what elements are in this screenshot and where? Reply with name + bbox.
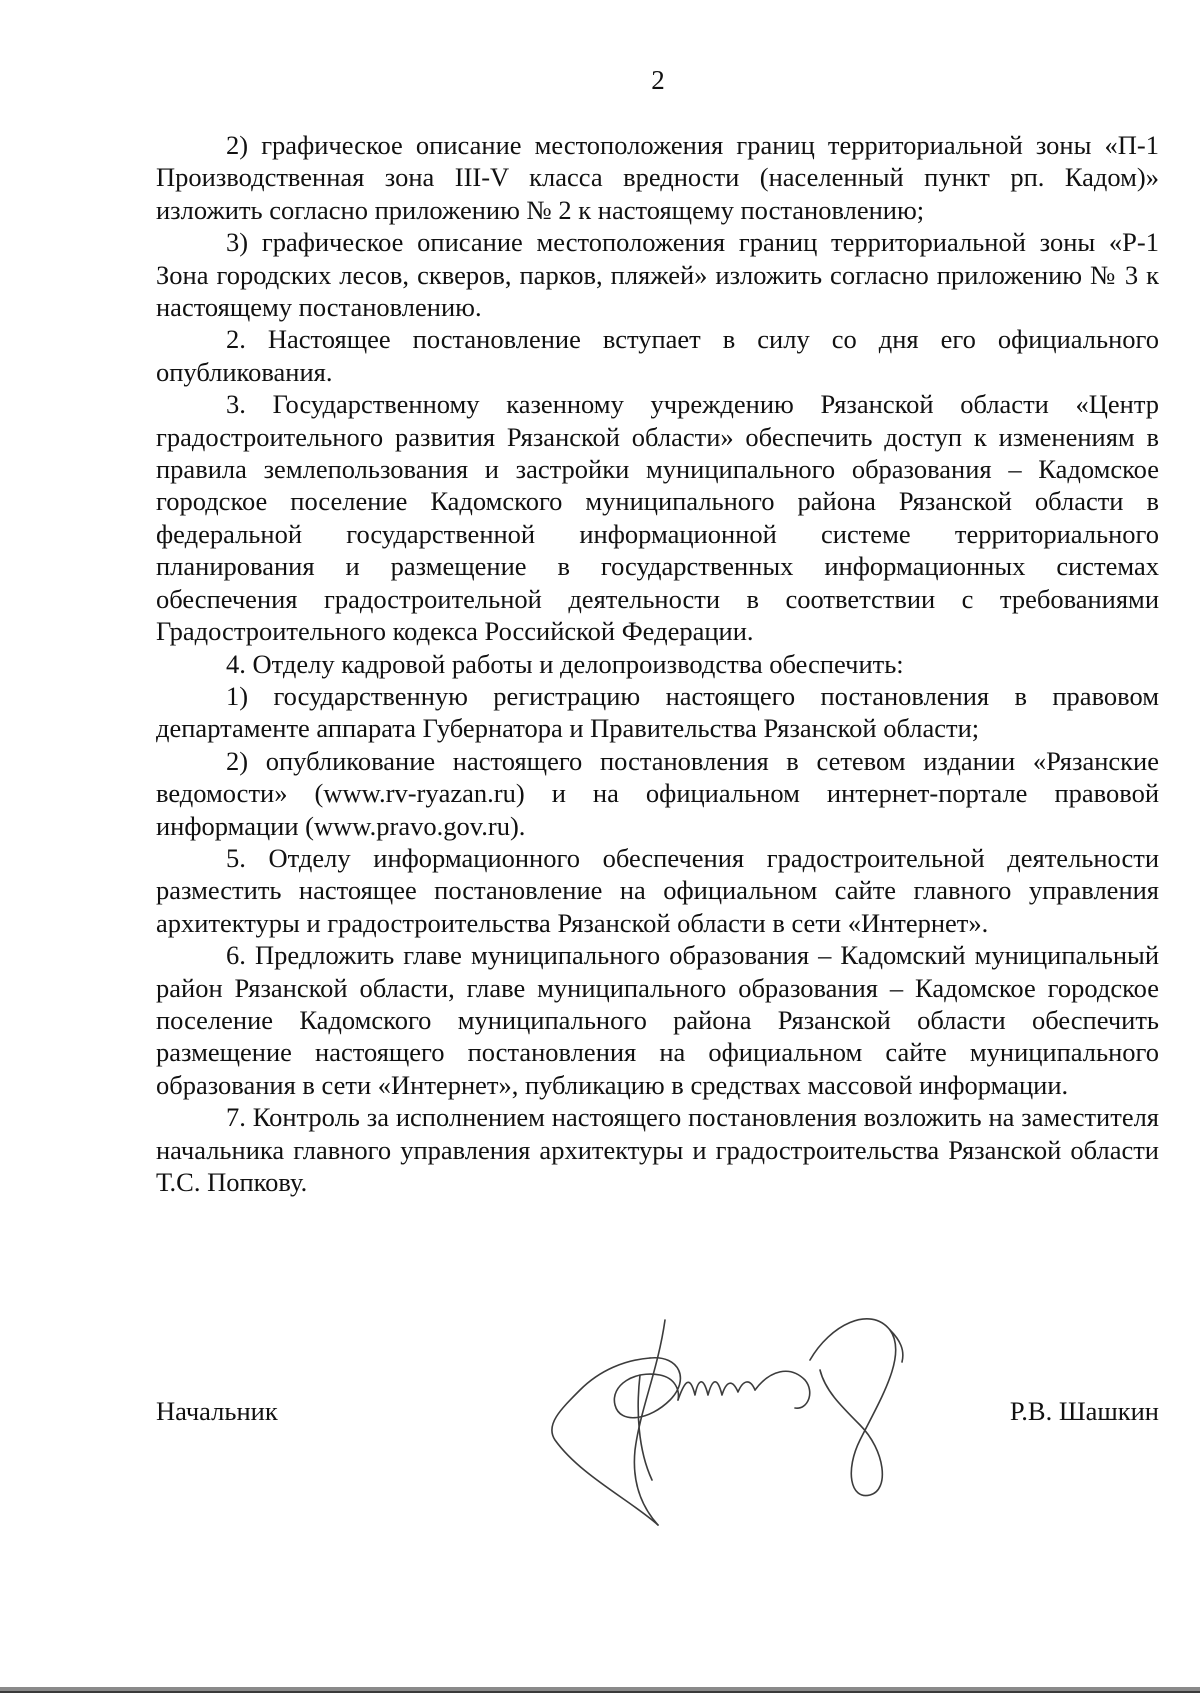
paragraph-2-entry-into-force: 2. Настоящее постановление вступает в силу со дня его официального опубликования.	[156, 324, 1159, 387]
document-body	[156, 129, 1159, 1198]
page-number: 2	[651, 65, 665, 95]
paragraph-item-2-zone-p1: 2) графическое описание местоположения границ территориальной зоны «П-1 Производственная зона III-V класса вредности (населенный пункт рп. Кадом)» изложить согласно приложению № 2 к настоящему постановлению;	[156, 130, 1159, 225]
signatory-title: Начальник	[156, 1396, 278, 1426]
paragraph-5-website: 5. Отделу информационного обеспечения градостроительной деятельности разместить настоящее постановление на официальном сайте главного управления архитектуры и градостроительства Рязанской области в сети «Интернет».	[156, 842, 1159, 938]
paragraph-4-item-1-registration: 1) государственную регистрацию настоящего постановления в правовом департаменте аппарата Губернатора и Правительства Рязанской области;	[156, 680, 1159, 744]
handwritten-signature	[540, 1300, 940, 1530]
paragraph-3-access: 3. Государственному казенному учреждению Рязанской области «Центр градостроительного развития Рязанской области» обеспечить доступ к изменениям в правила землепользования и застройки муниципального образования – Кадомское городское поселение Кадомского муниципального района Рязанской области в федеральной государственной информационной системе территориального планирования и размещение в государственных информационных системах обеспечения градостроительной деятельности в соответствии с требованиями Градостроительного кодекса Российской Федерации.	[156, 389, 1159, 647]
paragraph-item-3-zone-r1: 3) графическое описание местоположения границ территориальной зоны «Р-1 Зона городских лесов, скверов, парков, пляжей» изложить согласно приложению № 3 к настоящему постановлению.	[156, 227, 1159, 323]
bottom-rule-dark	[0, 1691, 1200, 1693]
paragraph-4-item-2-publication: 2) опубликование настоящего постановления в сетевом издании «Рязанские ведомости» (www.rv-ryazan.ru) и на официальном интернет-портале правовой информации (www.pravo.gov.ru).	[156, 745, 1159, 841]
paragraph-6-municipal-heads: 6. Предложить главе муниципального образования – Кадомский муниципальный район Рязанской области, главе муниципального образования – Кадомское городское поселение Кадомского муниципального района Рязанской области обеспечить размещение настоящего постановления на официальном сайте муниципального образования в сети «Интернет», публикацию в средствах массовой информации.	[156, 940, 1159, 1100]
paragraph-7-control: 7. Контроль за исполнением настоящего постановления возложить на заместителя начальника главного управления архитектуры и градостроительства Рязанской области Т.С. Попкову.	[156, 1102, 1159, 1197]
paragraph-4-hr-department: 4. Отделу кадровой работы и делопроизводства обеспечить:	[226, 648, 904, 679]
signatory-name: Р.В. Шашкин	[1009, 1396, 1159, 1426]
